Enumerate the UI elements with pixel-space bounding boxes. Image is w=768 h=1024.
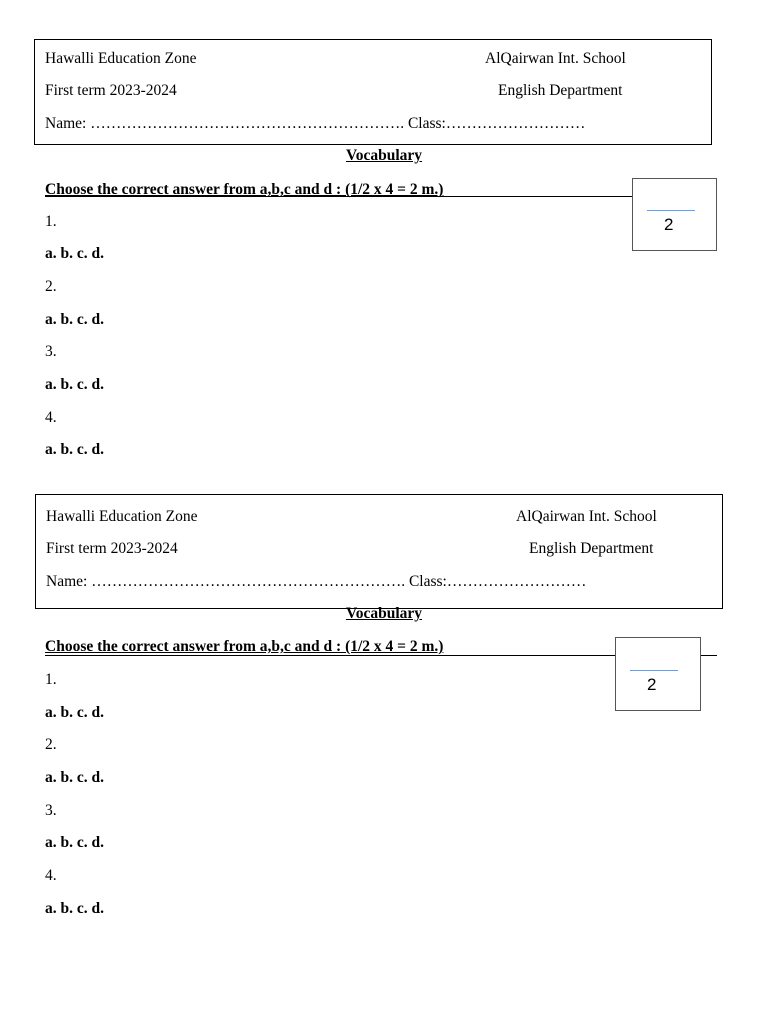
answer-options: a. b. c. d.: [45, 311, 104, 328]
zone-label: Hawalli Education Zone: [46, 508, 198, 525]
instruction-rule: [45, 196, 633, 197]
header-box: [34, 39, 712, 145]
mark-box: [615, 637, 701, 711]
answer-options: a. b. c. d.: [45, 245, 104, 262]
mark-value: 2: [647, 675, 657, 694]
question-number: 4.: [45, 867, 57, 884]
fraction-line: [647, 210, 695, 211]
department-label: English Department: [529, 540, 654, 557]
term-label: First term 2023-2024: [45, 82, 177, 99]
name-class-line: Name: ……………………………………………………. Class:………………………: [46, 573, 587, 590]
question-number: 1.: [45, 671, 57, 688]
department-label: English Department: [498, 82, 623, 99]
section-title: Vocabulary: [345, 605, 423, 622]
answer-options: a. b. c. d.: [45, 900, 104, 917]
mark-box: [632, 178, 717, 251]
question-number: 2.: [45, 278, 57, 295]
section-title: Vocabulary: [345, 147, 423, 164]
question-number: 4.: [45, 409, 57, 426]
header-box: [35, 494, 723, 609]
question-number: 2.: [45, 736, 57, 753]
answer-options: a. b. c. d.: [45, 441, 104, 458]
school-label: AlQairwan Int. School: [485, 50, 626, 67]
zone-label: Hawalli Education Zone: [45, 50, 197, 67]
question-number: 3.: [45, 802, 57, 819]
instruction-text: Choose the correct answer from a,b,c and d : (1/2 x 4 = 2 m.): [45, 181, 444, 198]
answer-options: a. b. c. d.: [45, 376, 104, 393]
term-label: First term 2023-2024: [46, 540, 178, 557]
school-label: AlQairwan Int. School: [516, 508, 657, 525]
answer-options: a. b. c. d.: [45, 704, 104, 721]
answer-options: a. b. c. d.: [45, 834, 104, 851]
fraction-line: [630, 670, 678, 671]
question-number: 3.: [45, 343, 57, 360]
name-class-line: Name: ……………………………………………………. Class:………………………: [45, 115, 586, 132]
question-number: 1.: [45, 213, 57, 230]
instruction-text: Choose the correct answer from a,b,c and d : (1/2 x 4 = 2 m.): [45, 638, 444, 655]
mark-value: 2: [664, 215, 674, 234]
answer-options: a. b. c. d.: [45, 769, 104, 786]
